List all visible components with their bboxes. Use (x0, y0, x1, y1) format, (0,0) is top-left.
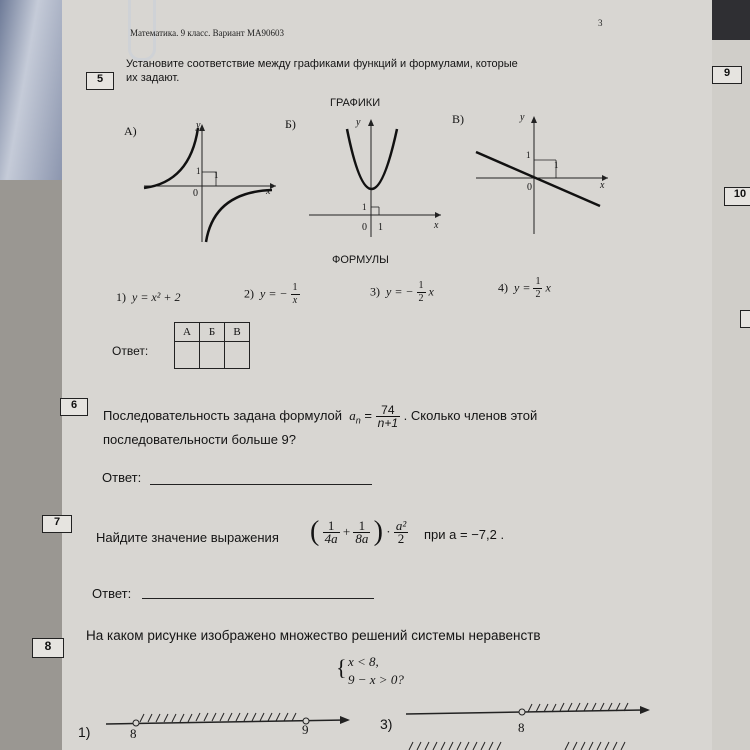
graph-v-zero: 0 (527, 182, 532, 193)
q7-dot: · (386, 524, 391, 539)
formula-3-expr: y = − (386, 284, 414, 299)
graph-label-v: В) (452, 112, 464, 126)
q6-fraction (376, 404, 400, 429)
background-blue-object (0, 0, 64, 180)
q7-f3-num: a² (395, 517, 407, 533)
q5-text-line1: Установите соответствие между графиками функций и формулами, которые (126, 58, 518, 70)
q6-number: 6 (60, 398, 88, 416)
q7-plus: + (342, 524, 351, 539)
q8-option-next-hatching (405, 740, 655, 750)
q7-f3-den: 2 (397, 530, 405, 546)
formula-1-number: 1) (116, 290, 126, 304)
formula-2-expr: y = − (260, 286, 288, 301)
side-box-empty (740, 310, 750, 328)
graph-b-x-label: x (434, 220, 439, 231)
q6-text-b: . Сколько членов этой (403, 407, 538, 423)
formula-4 (498, 276, 551, 301)
q8-option-3-label: 3) (380, 716, 393, 732)
formula-3-tail: x (428, 284, 434, 299)
q7-answer-line[interactable] (142, 598, 374, 599)
formula-3-number: 3) (370, 284, 380, 299)
formula-4-number: 4) (498, 280, 508, 295)
graph-b-y-label: y (356, 117, 361, 128)
q5-answer-label: Ответ: (112, 344, 149, 358)
graph-a-hyperbola (140, 120, 280, 245)
q7-expression (310, 516, 408, 548)
q6-an: a (349, 407, 356, 423)
q6-text-line2: последовательности больше 9? (103, 432, 297, 447)
graph-v-one-x: 1 (554, 160, 559, 170)
graph-a-one-x: 1 (214, 170, 219, 180)
q6-answer-line[interactable] (150, 484, 372, 485)
formula-4-expr: y = (514, 280, 531, 295)
graph-a-zero: 0 (193, 188, 198, 199)
side-box-9: 9 (712, 66, 742, 84)
q7-fraction-2 (353, 517, 370, 546)
q6-eq: = (364, 407, 373, 423)
formula-2 (244, 282, 300, 307)
q8-option-1-pt9: 9 (302, 722, 309, 737)
q7-fraction-3 (394, 517, 408, 546)
adjacent-page (708, 40, 750, 750)
formula-2-num: 1 (292, 282, 298, 293)
formula-3 (370, 280, 434, 305)
graph-a-y-label: y (196, 120, 201, 131)
formula-3-num: 1 (418, 280, 424, 291)
graph-a-one-y: 1 (196, 166, 201, 176)
graph-v-y-label: y (520, 112, 525, 123)
q7-paren-open: ( (310, 516, 320, 547)
q6-answer-label: Ответ: (102, 470, 142, 485)
q7-number: 7 (42, 515, 72, 533)
graph-b-zero: 0 (362, 222, 367, 233)
q8-sys-line1: x < 8, (348, 654, 379, 669)
page-header: Математика. 9 класс. Вариант МА90603 (130, 28, 284, 38)
q6-frac-num: 74 (376, 404, 400, 417)
table-header-b: Б (200, 323, 225, 342)
q8-text: На каком рисунке изображено множество решений системы неравенств (86, 628, 541, 643)
table-header-a: А (175, 323, 200, 342)
table-header-v: В (225, 323, 250, 342)
q8-brace: { (336, 655, 347, 680)
q7-f1-num: 1 (323, 520, 340, 533)
q7-paren-close: ) (373, 516, 383, 547)
q5-text-line2: их задают. (126, 72, 180, 84)
q8-option-1-pt8: 8 (130, 726, 137, 741)
graph-label-a: А) (124, 124, 137, 138)
q8-option-3-numberline[interactable] (400, 698, 655, 728)
formula-1 (116, 290, 180, 305)
formula-2-den: x (292, 295, 298, 306)
graph-v-line (472, 112, 612, 237)
q8-number: 8 (32, 638, 64, 658)
q7-f1-den: 4a (324, 530, 338, 546)
graph-v-one-y: 1 (526, 150, 531, 160)
formula-4-tail: x (545, 280, 551, 295)
graphs-title: ГРАФИКИ (330, 97, 381, 109)
q7-text-b: при a = −7,2 . (424, 527, 505, 542)
page-number: 3 (598, 18, 603, 28)
formula-2-number: 2) (244, 286, 254, 301)
graph-a-x-label: x (266, 186, 271, 197)
q7-f2-den: 8a (355, 530, 369, 546)
answer-cell-a[interactable] (175, 342, 200, 369)
graph-v-x-label: x (600, 180, 605, 191)
q8-sys-line2: 9 − x > 0? (348, 672, 404, 687)
graph-label-b: Б) (285, 117, 296, 131)
q5-number: 5 (86, 72, 114, 90)
graph-b-parabola (305, 115, 445, 240)
q8-option-3-pt8: 8 (518, 720, 525, 735)
formula-4-den: 2 (535, 289, 541, 300)
q8-option-1-label: 1) (78, 724, 91, 740)
q6-text-line1 (103, 404, 537, 429)
formula-4-num: 1 (535, 276, 541, 287)
q7-fraction-1 (323, 517, 340, 546)
q7-f2-num: 1 (353, 520, 370, 533)
side-box-10: 10 (724, 187, 750, 206)
graph-b-one-x: 1 (378, 222, 383, 233)
formula-2-fraction (291, 282, 300, 307)
formula-1-expr: y = x² + 2 (132, 290, 181, 304)
q6-text-a: Последовательность задана формулой (103, 407, 343, 423)
formula-3-den: 2 (418, 293, 424, 304)
formula-3-fraction (417, 280, 426, 305)
q7-text-a: Найдите значение выражения (96, 530, 279, 545)
q8-option-1-numberline[interactable] (100, 704, 355, 734)
answer-cell-b[interactable] (200, 342, 225, 369)
answer-cell-v[interactable] (225, 342, 250, 369)
graph-b-one-y: 1 (362, 202, 367, 212)
q5-answer-table (174, 322, 250, 369)
q6-an-sub: n (355, 415, 361, 426)
q6-frac-den: n+1 (377, 416, 398, 430)
q7-answer-label: Ответ: (92, 586, 132, 601)
formula-4-fraction (533, 276, 542, 301)
formulas-title: ФОРМУЛЫ (332, 254, 389, 266)
